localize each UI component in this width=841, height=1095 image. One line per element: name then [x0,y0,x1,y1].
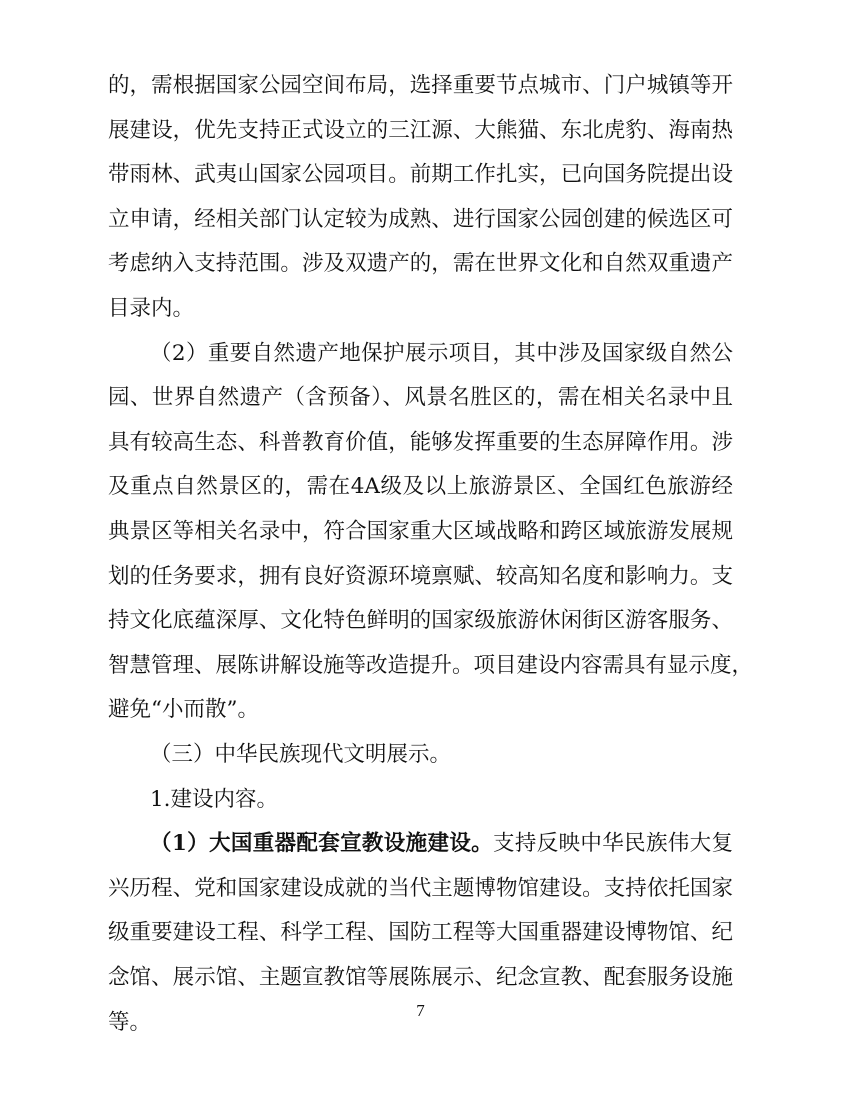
text-line: 兴历程、党和国家建设成就的当代主题博物馆建设。支持依托国家 [108,875,733,901]
text-line: 念馆、展示馆、主题宣教馆等展陈展示、纪念宣教、配套服务设施 [108,965,733,990]
section-heading: （三）中华民族现代文明展示。 [150,742,452,767]
text-line: 带雨林、武夷山国家公园项目。前期工作扎实，已向国务院提出设 [108,162,733,188]
subsection-heading: 1.建设内容。 [150,786,279,812]
text-line: 目录内。 [108,296,195,321]
text-line: 立申请，经相关部门认定较为成熟、进行国家公园创建的候选区可 [108,206,733,232]
text-line: 的，需根据国家公园空间布局，选择重要节点城市、门户城镇等开 [108,73,733,98]
item-title: （1）大国重器配套宣教设施建设。 [150,831,494,857]
text-line: 级重要建设工程、科学工程、国防工程等大国重器建设博物馆、纪 [108,920,733,946]
text-line: 典景区等相关名录中，符合国家重大区域战略和跨区域旅游发展规 [108,519,733,544]
text-line [150,829,733,859]
text-line: 划的任务要求，拥有良好资源环境禀赋、较高知名度和影响力。支 [108,563,733,589]
text-line: 具有较高生态、科普教育价值，能够发挥重要的生态屏障作用。涉 [108,429,733,455]
text-line: 智慧管理、展陈讲解设施等改造提升。项目建设内容需具有显示度， [108,652,754,678]
text-line: 展建设，优先支持正式设立的三江源、大熊猫、东北虎豹、海南热 [108,117,733,143]
text-line: 等。 [108,1009,152,1035]
item-text: 支持反映中华民族伟大复 [493,831,733,857]
text-line: （2）重要自然遗产地保护展示项目，其中涉及国家级自然公 [150,340,733,366]
text-line: 避免“小而散”。 [108,697,259,723]
text-line: 园、世界自然遗产（含预备）、风景名胜区的，需在相关名录中且 [108,385,733,411]
page-number: 7 [416,1001,425,1020]
text-line: 考虑纳入支持范围。涉及双遗产的，需在世界文化和自然双重遗产 [108,251,733,277]
text-line: 持文化底蕴深厚、文化特色鲜明的国家级旅游休闲街区游客服务、 [108,608,733,634]
text-line: 及重点自然景区的，需在4A级及以上旅游景区、全国红色旅游经 [108,474,733,500]
